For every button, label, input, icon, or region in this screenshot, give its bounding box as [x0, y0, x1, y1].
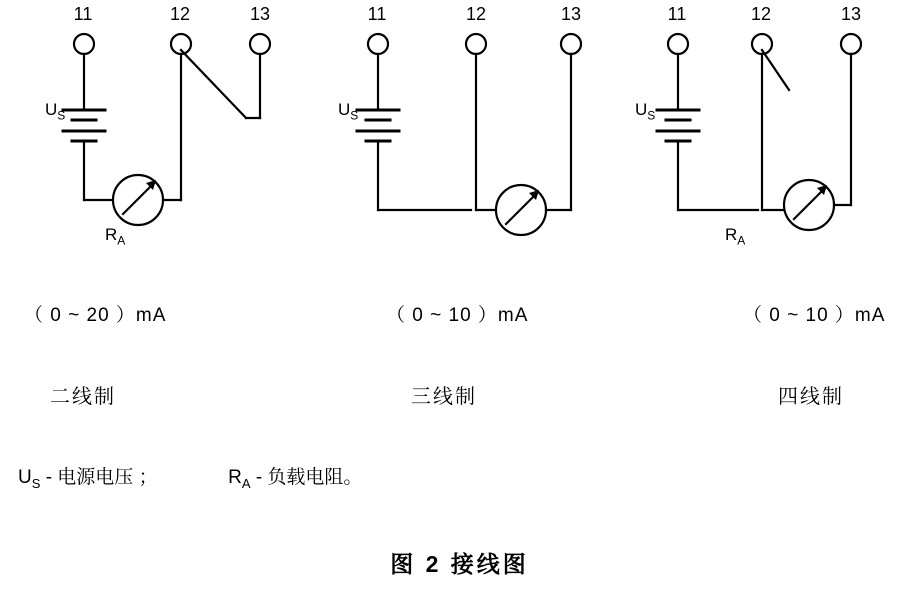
switch-blade: [762, 50, 789, 90]
source-label-subscript: S: [647, 108, 656, 123]
wire-type-label-two-wire: 二线制: [50, 386, 116, 408]
source-label-us: [338, 100, 358, 122]
terminal-label-11: 11: [667, 4, 687, 24]
figure-caption: 图 2 接线图: [390, 551, 529, 577]
circuit-schematic-four-wire: [613, 0, 919, 280]
source-label-us: [45, 100, 65, 122]
diagram-two-wire: [0, 0, 306, 408]
load-label-ra: [725, 225, 745, 247]
terminal-label-13: 13: [840, 4, 862, 24]
legend-us-text: - 电源电压 ；: [45, 467, 158, 488]
diagram-four-wire: [613, 0, 919, 408]
wire-type-label-four-wire: 四线制: [778, 386, 844, 408]
load-label-symbol: R: [105, 225, 118, 244]
legend-ra-subscript: A: [241, 475, 251, 491]
range-label-three-wire: （ 0 ~ 10 ）mA: [386, 305, 529, 326]
legend-ra-text: - 负载电阻。: [255, 467, 363, 488]
legend-us-subscript: S: [31, 475, 41, 491]
switch-blade: [181, 50, 246, 118]
source-label-us: [635, 100, 655, 122]
terminal-circle-11: [368, 34, 388, 54]
terminal-circle-11: [74, 34, 94, 54]
range-label-four-wire: （ 0 ~ 10 ）mA: [743, 305, 886, 326]
source-label-symbol: U: [338, 100, 351, 119]
source-label-subscript: S: [57, 108, 66, 123]
terminal-label-12: 12: [750, 4, 772, 24]
wire-type-label-three-wire: 三线制: [411, 386, 477, 408]
terminal-circle-13: [561, 34, 581, 54]
terminal-label-12: 12: [169, 4, 191, 24]
circuit-schematic-three-wire: [306, 0, 612, 280]
load-label-subscript: A: [737, 233, 746, 248]
terminal-label-11: 11: [73, 4, 93, 24]
range-label-two-wire: （ 0 ~ 20 ）mA: [24, 305, 167, 326]
load-label-symbol: R: [725, 225, 738, 244]
diagram-three-wire: [306, 0, 612, 408]
legend-ra-symbol: R: [228, 467, 242, 488]
legend: [18, 462, 362, 491]
legend-us-symbol: U: [18, 467, 32, 488]
source-label-symbol: U: [635, 100, 648, 119]
load-label-subscript: A: [117, 233, 126, 248]
terminal-circle-13: [250, 34, 270, 54]
source-label-subscript: S: [350, 108, 359, 123]
terminal-circle-11: [668, 34, 688, 54]
terminal-circle-13: [841, 34, 861, 54]
terminal-circle-12: [466, 34, 486, 54]
load-label-ra: [105, 225, 125, 247]
circuit-schematic-two-wire: [0, 0, 306, 280]
terminal-label-12: 12: [465, 4, 487, 24]
terminal-label-11: 11: [367, 4, 387, 24]
terminal-label-13: 13: [560, 4, 582, 24]
source-label-symbol: U: [45, 100, 58, 119]
terminal-label-13: 13: [249, 4, 271, 24]
